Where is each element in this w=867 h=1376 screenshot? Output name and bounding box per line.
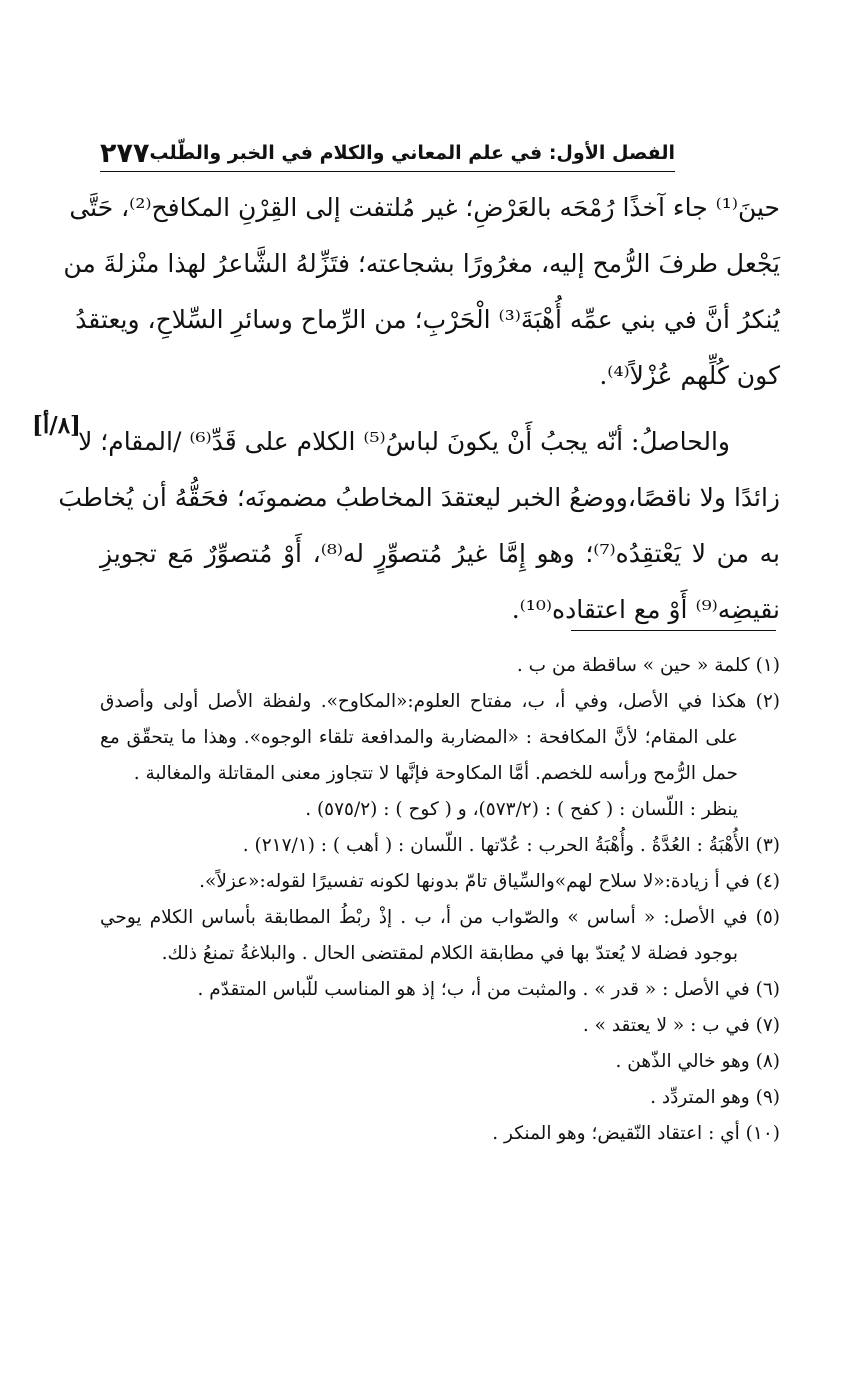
- text-line: زائدًا ولا ناقصًا،ووضعُ الخبر ليعتقدَ المخاطبُ مضمونَه؛ فحَقُّهُ أن يُخاطبَ: [58, 483, 780, 512]
- text-line: حينَ⁽¹⁾ جاء آخذًا رُمْحَه بالعَرْضِ؛ غير مُلتفت إلى القِرْنِ المكافح⁽²⁾، حَتَّى: [69, 193, 780, 222]
- footnote-3: (٣) الأُهْبَةُ : العُدَّةُ . وأُهْبَةُ الحرب : عُدّتها . اللّسان : ( أهب ) : (٢١٧/١) .: [242, 835, 780, 856]
- footnote-1: (١) كلمة « حين » ساقطة من ب .: [516, 655, 780, 676]
- running-head: الفصل الأول: في علم المعاني والكلام في الخبر والطّلب: [149, 142, 675, 164]
- footnote-2-line: ينظر : اللّسان : ( كفح ) : (٥٧٣/٢)، و ( كوح ) : (٥٧٥/٢) .: [305, 799, 738, 820]
- footnote-rule: [571, 630, 776, 631]
- footnotes: [100, 648, 780, 1152]
- text-line: نقيضِه⁽⁹⁾ أَوْ مع اعتقاده⁽¹⁰⁾.: [511, 595, 780, 624]
- text-line: كون كُلِّهم عُزْلاً⁽⁴⁾.: [599, 361, 780, 390]
- footnote-2: (٢) هكذا في الأصل، وفي أ، ب، مفتاح العلوم:«المكاوح». ولفظة الأصل أولى وأصدق: [100, 691, 780, 712]
- text-line: والحاصلُ: أنّه يجبُ أَنْ يكونَ لباسُ⁽⁵⁾ الكلام على قَدِّ⁽⁶⁾ /المقام؛ لا: [78, 427, 730, 456]
- footnote-2-line: حمل الرُّمح ورأسه للخصم. أمَّا المكاوحة فإنَّها لا تتجاوز معنى المقاتلة والمغالبة .: [133, 763, 738, 784]
- footnote-9: (٩) وهو المتردِّد .: [650, 1087, 780, 1108]
- text-line: يُنكرُ أنَّ في بني عمِّه أُهْبَةَ⁽³⁾ الْحَرْبِ؛ من الرِّماح وسائرِ السِّلاحِ، ويعتقدُ: [75, 305, 780, 334]
- footnote-8: (٨) وهو خالي الذّهن .: [615, 1051, 780, 1072]
- page-header: [100, 138, 675, 178]
- footnote-7: (٧) في ب : « لا يعتقد » .: [582, 1015, 780, 1036]
- footnote-5-line: بوجود فضلة لا يُعتدّ بها في مطابقة الكلام لمقتضى الحال . والبلاغةُ تمنعُ ذلك.: [161, 943, 738, 964]
- text-line: به من لا يَعْتقِدُه⁽⁷⁾؛ وهو إِمَّا غيرُ مُتصوِّرٍ له⁽⁸⁾، أَوْ مُتصوِّرٌ مَع تجويزِ: [100, 539, 781, 568]
- main-text: [58, 180, 781, 638]
- folio-mark: [٨/أ]: [32, 412, 81, 439]
- footnote-5: (٥) في الأصل: « أساس » والصّواب من أ، ب . إذْ ربْطُ المطابقة بأساس الكلام يوحي: [100, 907, 780, 928]
- header-rule: [100, 171, 675, 172]
- footnote-4: (٤) في أ زيادة:«لا سلاح لهم»والسِّياق تامّ بدونها لكونه تفسيرًا لقوله:«عزلاً».: [199, 871, 780, 892]
- footnote-6: (٦) في الأصل : « قدر » . والمثبت من أ، ب؛ إذ هو المناسب للّباس المتقدّم .: [197, 979, 780, 1000]
- footnote-2-line: على المقام؛ لأنَّ المكافحة : «المضاربة والمدافعة تلقاء الوجوه». وهذا ما يتحقّق مع: [100, 727, 738, 748]
- page-number: ٢٧٧: [100, 138, 150, 169]
- footnote-10: (١٠) أي : اعتقاد النّقيض؛ وهو المنكر .: [492, 1123, 780, 1144]
- text-line: يَجْعل طرفَ الرُّمح إليه، مغرُورًا بشجاعته؛ فتَزِّلهُ الشَّاعرُ لهذا منْزلةَ من: [63, 249, 780, 278]
